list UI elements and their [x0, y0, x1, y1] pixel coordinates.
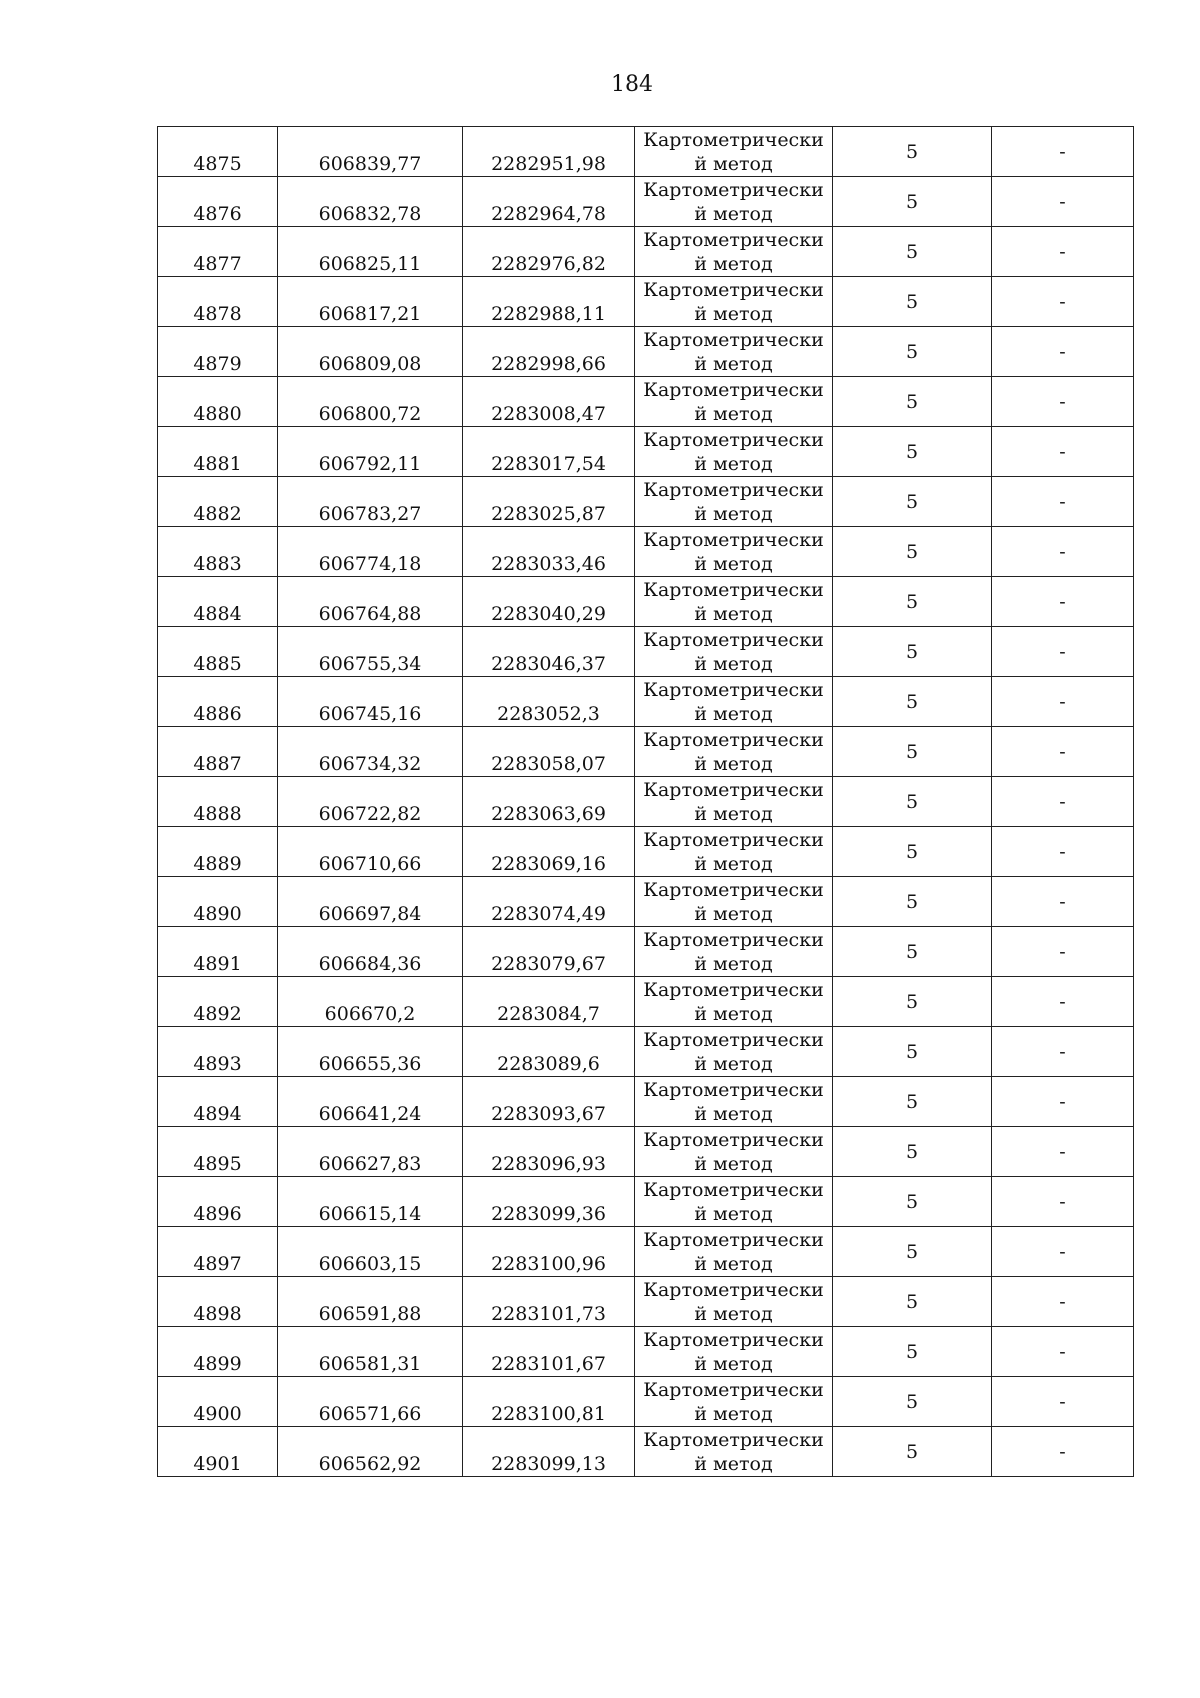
y-coordinate-cell: 2283100,81 — [463, 1377, 635, 1427]
accuracy-cell: 5 — [833, 777, 992, 827]
note-cell: - — [992, 627, 1134, 677]
point-number-cell: 4897 — [158, 1227, 278, 1277]
method-cell: Картометрически й метод — [635, 1027, 833, 1077]
accuracy-cell: 5 — [833, 277, 992, 327]
x-coordinate-cell: 606603,15 — [278, 1227, 463, 1277]
method-cell: Картометрически й метод — [635, 1177, 833, 1227]
note-cell: - — [992, 877, 1134, 927]
x-coordinate-cell: 606745,16 — [278, 677, 463, 727]
y-coordinate-cell: 2283101,73 — [463, 1277, 635, 1327]
y-coordinate-cell: 2283033,46 — [463, 527, 635, 577]
table-row — [158, 227, 1134, 277]
method-cell: Картометрически й метод — [635, 977, 833, 1027]
y-coordinate-cell: 2283017,54 — [463, 427, 635, 477]
note-cell: - — [992, 227, 1134, 277]
table-row — [158, 877, 1134, 927]
y-coordinate-cell: 2282998,66 — [463, 327, 635, 377]
table-row — [158, 177, 1134, 227]
table-row — [158, 427, 1134, 477]
y-coordinate-cell: 2283069,16 — [463, 827, 635, 877]
table-row — [158, 1177, 1134, 1227]
accuracy-cell: 5 — [833, 127, 992, 177]
accuracy-cell: 5 — [833, 427, 992, 477]
y-coordinate-cell: 2283074,49 — [463, 877, 635, 927]
table-row — [158, 977, 1134, 1027]
x-coordinate-cell: 606641,24 — [278, 1077, 463, 1127]
accuracy-cell: 5 — [833, 1227, 992, 1277]
accuracy-cell: 5 — [833, 1327, 992, 1377]
point-number-cell: 4893 — [158, 1027, 278, 1077]
point-number-cell: 4875 — [158, 127, 278, 177]
method-cell: Картометрически й метод — [635, 1127, 833, 1177]
table-row — [158, 777, 1134, 827]
y-coordinate-cell: 2283084,7 — [463, 977, 635, 1027]
x-coordinate-cell: 606832,78 — [278, 177, 463, 227]
x-coordinate-cell: 606670,2 — [278, 977, 463, 1027]
table-row — [158, 1077, 1134, 1127]
y-coordinate-cell: 2282964,78 — [463, 177, 635, 227]
accuracy-cell: 5 — [833, 877, 992, 927]
table-row — [158, 727, 1134, 777]
point-number-cell: 4889 — [158, 827, 278, 877]
y-coordinate-cell: 2283093,67 — [463, 1077, 635, 1127]
accuracy-cell: 5 — [833, 1177, 992, 1227]
x-coordinate-cell: 606734,32 — [278, 727, 463, 777]
note-cell: - — [992, 477, 1134, 527]
x-coordinate-cell: 606571,66 — [278, 1377, 463, 1427]
accuracy-cell: 5 — [833, 1377, 992, 1427]
y-coordinate-cell: 2283096,93 — [463, 1127, 635, 1177]
point-number-cell: 4882 — [158, 477, 278, 527]
y-coordinate-cell: 2283008,47 — [463, 377, 635, 427]
note-cell: - — [992, 277, 1134, 327]
x-coordinate-cell: 606800,72 — [278, 377, 463, 427]
method-cell: Картометрически й метод — [635, 1327, 833, 1377]
x-coordinate-cell: 606684,36 — [278, 927, 463, 977]
table-row — [158, 827, 1134, 877]
point-number-cell: 4888 — [158, 777, 278, 827]
x-coordinate-cell: 606783,27 — [278, 477, 463, 527]
accuracy-cell: 5 — [833, 627, 992, 677]
x-coordinate-cell: 606774,18 — [278, 527, 463, 577]
x-coordinate-cell: 606655,36 — [278, 1027, 463, 1077]
table-row — [158, 1427, 1134, 1477]
y-coordinate-cell: 2283052,3 — [463, 677, 635, 727]
point-number-cell: 4901 — [158, 1427, 278, 1477]
y-coordinate-cell: 2283046,37 — [463, 627, 635, 677]
x-coordinate-cell: 606809,08 — [278, 327, 463, 377]
accuracy-cell: 5 — [833, 1277, 992, 1327]
method-cell: Картометрически й метод — [635, 927, 833, 977]
x-coordinate-cell: 606764,88 — [278, 577, 463, 627]
table-row — [158, 377, 1134, 427]
note-cell: - — [992, 977, 1134, 1027]
x-coordinate-cell: 606792,11 — [278, 427, 463, 477]
method-cell: Картометрически й метод — [635, 377, 833, 427]
point-number-cell: 4890 — [158, 877, 278, 927]
x-coordinate-cell: 606627,83 — [278, 1127, 463, 1177]
accuracy-cell: 5 — [833, 727, 992, 777]
point-number-cell: 4879 — [158, 327, 278, 377]
accuracy-cell: 5 — [833, 1427, 992, 1477]
point-number-cell: 4880 — [158, 377, 278, 427]
method-cell: Картометрически й метод — [635, 177, 833, 227]
method-cell: Картометрически й метод — [635, 527, 833, 577]
method-cell: Картометрически й метод — [635, 1227, 833, 1277]
y-coordinate-cell: 2283099,36 — [463, 1177, 635, 1227]
y-coordinate-cell: 2282988,11 — [463, 277, 635, 327]
note-cell: - — [992, 1027, 1134, 1077]
method-cell: Картометрически й метод — [635, 577, 833, 627]
table-row — [158, 477, 1134, 527]
note-cell: - — [992, 127, 1134, 177]
point-number-cell: 4891 — [158, 927, 278, 977]
table-row — [158, 1377, 1134, 1427]
table-row — [158, 627, 1134, 677]
point-number-cell: 4884 — [158, 577, 278, 627]
note-cell: - — [992, 1127, 1134, 1177]
note-cell: - — [992, 827, 1134, 877]
accuracy-cell: 5 — [833, 977, 992, 1027]
accuracy-cell: 5 — [833, 477, 992, 527]
accuracy-cell: 5 — [833, 677, 992, 727]
method-cell: Картометрически й метод — [635, 427, 833, 477]
y-coordinate-cell: 2283058,07 — [463, 727, 635, 777]
table-row — [158, 577, 1134, 627]
note-cell: - — [992, 1377, 1134, 1427]
y-coordinate-cell: 2283089,6 — [463, 1027, 635, 1077]
table-row — [158, 527, 1134, 577]
table-row — [158, 1227, 1134, 1277]
note-cell: - — [992, 427, 1134, 477]
accuracy-cell: 5 — [833, 827, 992, 877]
note-cell: - — [992, 1427, 1134, 1477]
x-coordinate-cell: 606722,82 — [278, 777, 463, 827]
table-row — [158, 927, 1134, 977]
coordinates-table — [157, 126, 1134, 1477]
method-cell: Картометрически й метод — [635, 777, 833, 827]
point-number-cell: 4876 — [158, 177, 278, 227]
note-cell: - — [992, 1327, 1134, 1377]
x-coordinate-cell: 606825,11 — [278, 227, 463, 277]
y-coordinate-cell: 2283079,67 — [463, 927, 635, 977]
note-cell: - — [992, 327, 1134, 377]
x-coordinate-cell: 606591,88 — [278, 1277, 463, 1327]
method-cell: Картометрически й метод — [635, 1077, 833, 1127]
note-cell: - — [992, 177, 1134, 227]
accuracy-cell: 5 — [833, 377, 992, 427]
point-number-cell: 4883 — [158, 527, 278, 577]
y-coordinate-cell: 2283100,96 — [463, 1227, 635, 1277]
note-cell: - — [992, 377, 1134, 427]
note-cell: - — [992, 1277, 1134, 1327]
note-cell: - — [992, 777, 1134, 827]
accuracy-cell: 5 — [833, 577, 992, 627]
accuracy-cell: 5 — [833, 327, 992, 377]
y-coordinate-cell: 2283040,29 — [463, 577, 635, 627]
x-coordinate-cell: 606697,84 — [278, 877, 463, 927]
point-number-cell: 4899 — [158, 1327, 278, 1377]
accuracy-cell: 5 — [833, 927, 992, 977]
method-cell: Картометрически й метод — [635, 1427, 833, 1477]
table-row — [158, 127, 1134, 177]
point-number-cell: 4896 — [158, 1177, 278, 1227]
note-cell: - — [992, 1177, 1134, 1227]
x-coordinate-cell: 606615,14 — [278, 1177, 463, 1227]
point-number-cell: 4892 — [158, 977, 278, 1027]
method-cell: Картометрически й метод — [635, 727, 833, 777]
accuracy-cell: 5 — [833, 227, 992, 277]
table-row — [158, 327, 1134, 377]
method-cell: Картометрически й метод — [635, 677, 833, 727]
accuracy-cell: 5 — [833, 177, 992, 227]
note-cell: - — [992, 577, 1134, 627]
point-number-cell: 4886 — [158, 677, 278, 727]
point-number-cell: 4900 — [158, 1377, 278, 1427]
method-cell: Картометрически й метод — [635, 327, 833, 377]
method-cell: Картометрически й метод — [635, 627, 833, 677]
note-cell: - — [992, 1227, 1134, 1277]
method-cell: Картометрически й метод — [635, 277, 833, 327]
point-number-cell: 4877 — [158, 227, 278, 277]
accuracy-cell: 5 — [833, 1127, 992, 1177]
note-cell: - — [992, 727, 1134, 777]
page-number: 184 — [611, 72, 653, 97]
point-number-cell: 4885 — [158, 627, 278, 677]
method-cell: Картометрически й метод — [635, 877, 833, 927]
table-row — [158, 677, 1134, 727]
method-cell: Картометрически й метод — [635, 1277, 833, 1327]
y-coordinate-cell: 2283101,67 — [463, 1327, 635, 1377]
coordinates-table-body — [158, 127, 1134, 1477]
method-cell: Картометрически й метод — [635, 127, 833, 177]
x-coordinate-cell: 606581,31 — [278, 1327, 463, 1377]
point-number-cell: 4887 — [158, 727, 278, 777]
table-row — [158, 1277, 1134, 1327]
accuracy-cell: 5 — [833, 1027, 992, 1077]
x-coordinate-cell: 606710,66 — [278, 827, 463, 877]
y-coordinate-cell: 2283063,69 — [463, 777, 635, 827]
y-coordinate-cell: 2283025,87 — [463, 477, 635, 527]
note-cell: - — [992, 1077, 1134, 1127]
method-cell: Картометрически й метод — [635, 827, 833, 877]
method-cell: Картометрически й метод — [635, 1377, 833, 1427]
method-cell: Картометрически й метод — [635, 477, 833, 527]
point-number-cell: 4898 — [158, 1277, 278, 1327]
point-number-cell: 4881 — [158, 427, 278, 477]
method-cell: Картометрически й метод — [635, 227, 833, 277]
x-coordinate-cell: 606817,21 — [278, 277, 463, 327]
y-coordinate-cell: 2283099,13 — [463, 1427, 635, 1477]
point-number-cell: 4895 — [158, 1127, 278, 1177]
x-coordinate-cell: 606755,34 — [278, 627, 463, 677]
point-number-cell: 4894 — [158, 1077, 278, 1127]
accuracy-cell: 5 — [833, 1077, 992, 1127]
table-row — [158, 1127, 1134, 1177]
table-row — [158, 1027, 1134, 1077]
note-cell: - — [992, 927, 1134, 977]
table-row — [158, 1327, 1134, 1377]
y-coordinate-cell: 2282951,98 — [463, 127, 635, 177]
point-number-cell: 4878 — [158, 277, 278, 327]
note-cell: - — [992, 527, 1134, 577]
x-coordinate-cell: 606562,92 — [278, 1427, 463, 1477]
y-coordinate-cell: 2282976,82 — [463, 227, 635, 277]
x-coordinate-cell: 606839,77 — [278, 127, 463, 177]
accuracy-cell: 5 — [833, 527, 992, 577]
table-row — [158, 277, 1134, 327]
note-cell: - — [992, 677, 1134, 727]
